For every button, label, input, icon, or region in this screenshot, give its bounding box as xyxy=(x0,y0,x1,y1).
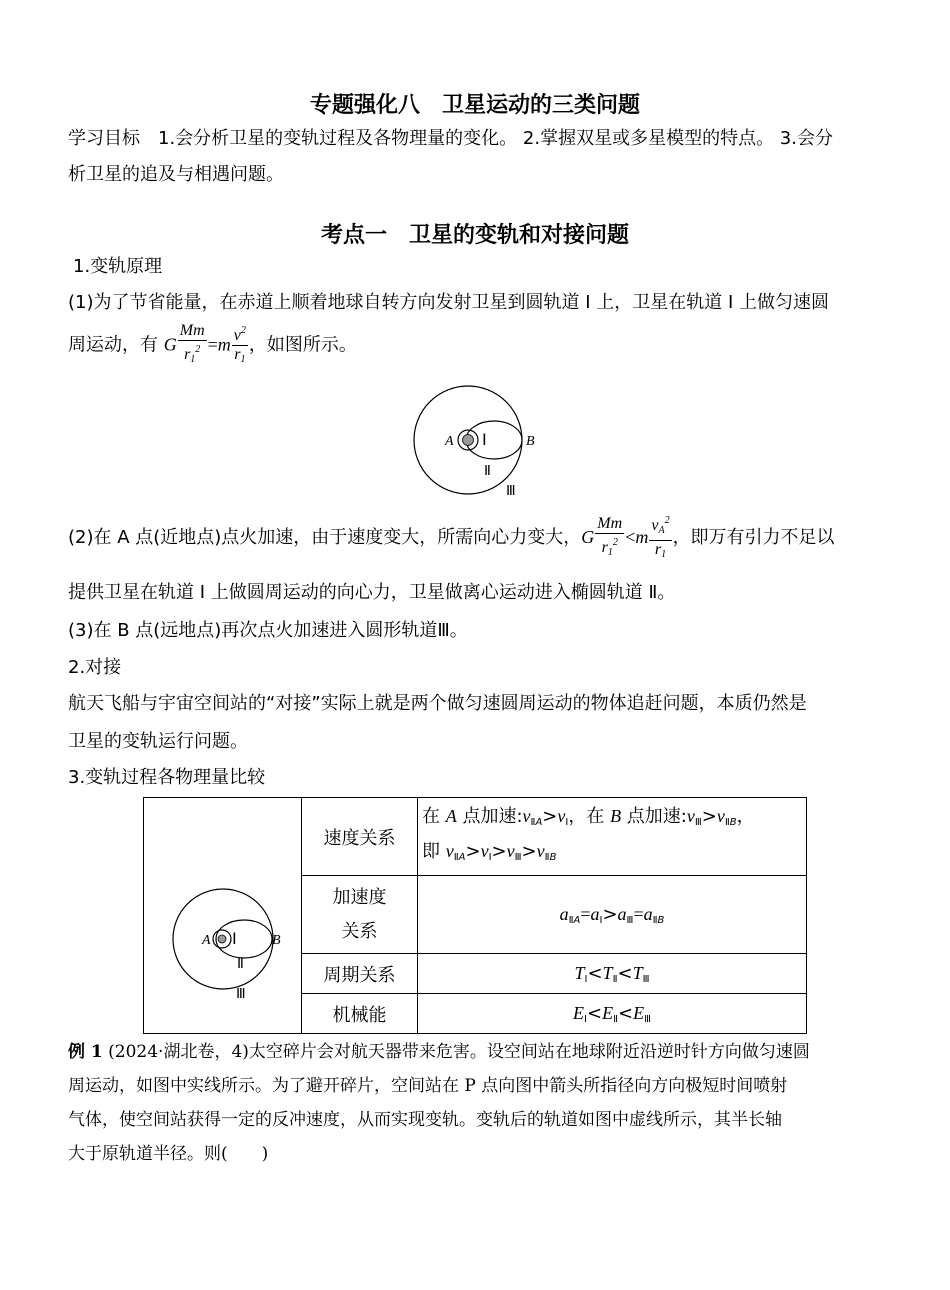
example-source: (2024·湖北卷，4) xyxy=(108,1042,249,1062)
table-row xyxy=(144,798,807,876)
value-velocity: 在 A 点加速$:v_{ⅡA}>v_Ⅰ$，在 B 点加速$:v_Ⅲ>v_{ⅡB}$， 即 $v_{ⅡA}>v_Ⅰ>v_Ⅲ>v_{ⅡB}$ xyxy=(418,798,807,876)
example-line4: 大于原轨道半径。则( ) xyxy=(68,1144,269,1164)
text-suffix: ，如图所示。 xyxy=(248,334,357,356)
comparison-table xyxy=(143,797,807,1034)
label-III: Ⅲ xyxy=(506,484,516,499)
label-period: 周期关系 xyxy=(302,954,418,994)
svg-text:A: A xyxy=(202,933,211,948)
value-energy: $E_Ⅰ<E_Ⅱ<E_Ⅲ$ xyxy=(418,994,807,1034)
learning-goals-line2: 析卫星的追及与相遇问题。 xyxy=(68,164,284,185)
svg-text:B: B xyxy=(272,933,281,948)
formula-G: G xyxy=(163,334,177,355)
svg-text:Ⅰ: Ⅰ xyxy=(232,931,237,948)
label-velocity: 速度关系 xyxy=(302,798,418,876)
fraction-v2-over-r1: $\frac{v^2}{r_1}$ xyxy=(232,322,248,369)
docking-line2: 卫星的变轨运行问题。 xyxy=(68,731,248,752)
value-period: $T_Ⅰ<T_Ⅱ<T_Ⅲ$ xyxy=(418,954,807,994)
label-energy: 机械能 xyxy=(302,994,418,1034)
svg-text:Ⅱ: Ⅱ xyxy=(237,957,244,972)
value-acceleration: $a_{ⅡA}=a_Ⅰ>a_Ⅲ=a_{ⅡB}$ xyxy=(418,876,807,954)
label-B: B xyxy=(526,434,535,449)
paragraph-3: (3)在 B 点(远地点)再次点火加速进入圆形轨道Ⅲ。 xyxy=(68,620,468,641)
fraction-Mm-over-r1sq: $\frac{Mm}{r_1^2}$ xyxy=(178,322,207,369)
fraction-Mm-over-r1sq: $\frac{Mm}{r_1^2}$ xyxy=(595,515,624,562)
docking-line1: 航天飞船与宇宙空间站的“对接”实际上就是两个做匀速圆周运动的物体追赶问题，本质仍然是 xyxy=(68,693,807,714)
heading-docking: 2.对接 xyxy=(68,657,122,678)
svg-text:Ⅲ: Ⅲ xyxy=(236,987,246,1002)
example-lead: 例 1 xyxy=(68,1042,103,1062)
earth-icon xyxy=(463,435,474,446)
text-prefix: 周运动，有 xyxy=(68,334,158,356)
earth-icon xyxy=(218,935,226,943)
section-title: 考点一 卫星的变轨和对接问题 xyxy=(320,223,629,248)
label-A: A xyxy=(445,434,454,449)
orbit-II-ellipse xyxy=(466,421,522,459)
heading-comparison: 3.变轨过程各物理量比较 xyxy=(68,767,266,788)
orbit-diagram xyxy=(408,382,558,502)
text-prefix: (2)在 A 点(近地点)点火加速，由于速度变大，所需向心力变大， xyxy=(68,527,582,548)
label-II: Ⅱ xyxy=(484,464,491,479)
label-acceleration: 加速度 关系 xyxy=(302,876,418,954)
example-text: 太空碎片会对航天器带来危害。设空间站在地球附近沿逆时针方向做匀速圆 xyxy=(248,1042,810,1062)
label-I: Ⅰ xyxy=(482,432,487,449)
fraction-vA2-over-r1: $\frac{v_A^2}{r_1}$ xyxy=(649,512,671,564)
example-line1 xyxy=(68,1037,810,1062)
paragraph-2-line1: (2)在 A 点(近地点)点火加速，由于速度变大，所需向心力变大，G $\frac{Mm}{r_1^2}$ <m $\frac{v_A^2}{r_1}$ ，即万有引力不足以 xyxy=(68,512,835,564)
page-title: 专题强化八 卫星运动的三类问题 xyxy=(309,93,640,118)
text-suffix: ，即万有引力不足以 xyxy=(672,527,835,548)
paragraph-1-line2: 周运动，有 G $\frac{Mm}{r_1^2}$ =m $\frac{v^2}{r_1}$ ，如图所示。 xyxy=(68,322,357,369)
paragraph-2-line2: 提供卫星在轨道 Ⅰ 上做圆周运动的向心力，卫星做离心运动进入椭圆轨道 Ⅱ。 xyxy=(68,582,676,603)
orbit-diagram-small xyxy=(144,833,301,1002)
heading-orbit-principle: 1.变轨原理 xyxy=(73,256,163,277)
example-line3: 气体，使空间站获得一定的反冲速度，从而实现变轨。变轨后的轨道如图中虚线所示，其半长轴 xyxy=(68,1110,782,1130)
example-line2: 周运动，如图中实线所示。为了避开碎片，空间站在 P 点向图中箭头所指径向方向极短时间喷射 xyxy=(68,1076,788,1096)
learning-goals-line1: 学习目标 1.会分析卫星的变轨过程及各物理量的变化。 2.掌握双星或多星模型的特点。 3.会分 xyxy=(68,128,833,149)
paragraph-1-line1: (1)为了节省能量，在赤道上顺着地球自转方向发射卫星到圆轨道 Ⅰ 上，卫星在轨道 Ⅰ 上做匀速圆 xyxy=(68,292,829,313)
table-diagram-cell xyxy=(144,798,302,1034)
